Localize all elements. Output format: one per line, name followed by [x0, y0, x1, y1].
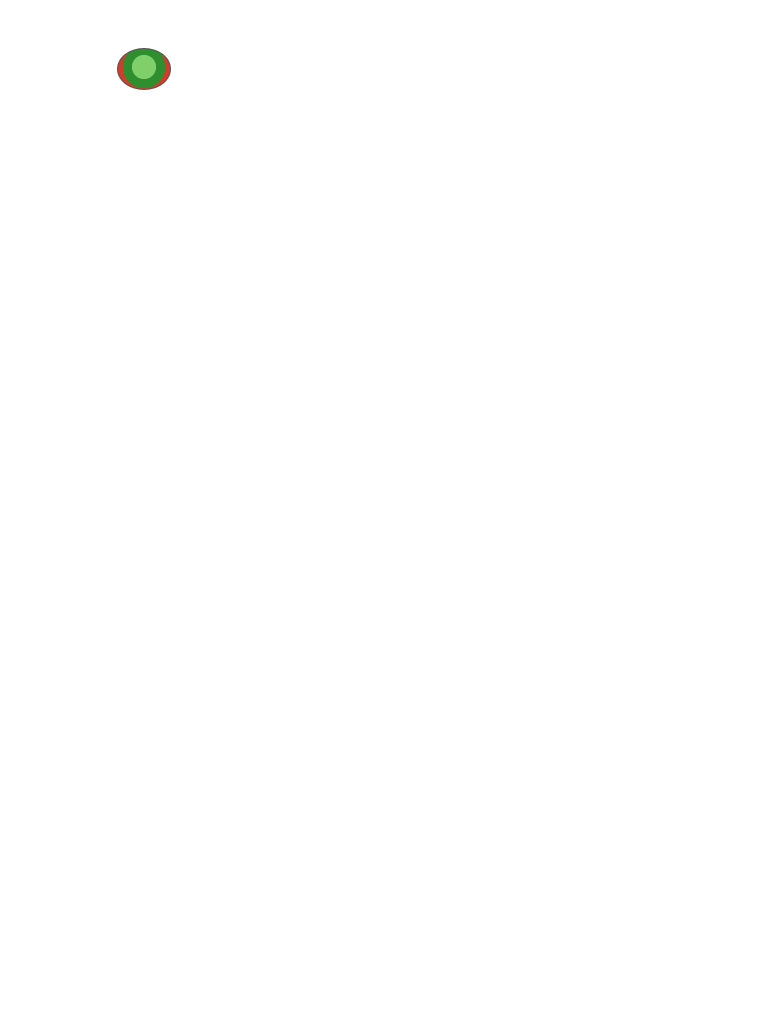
barangay-seal-logo — [117, 48, 171, 90]
